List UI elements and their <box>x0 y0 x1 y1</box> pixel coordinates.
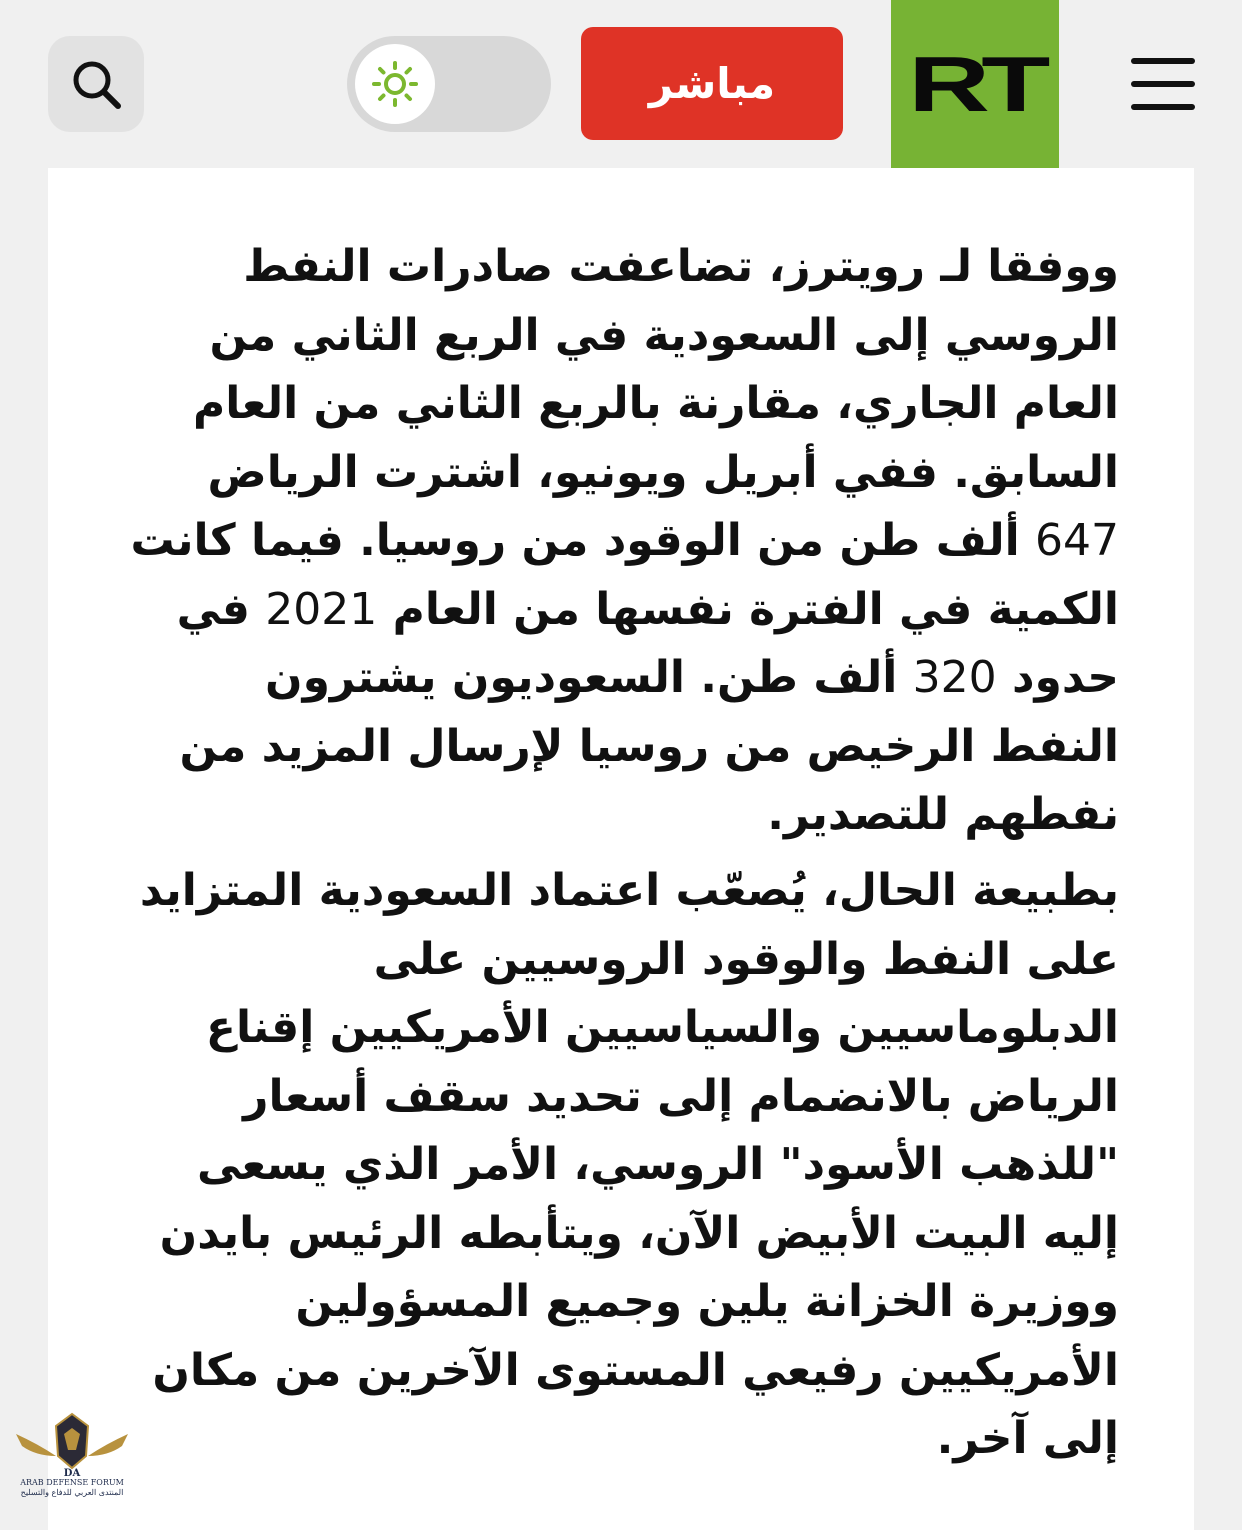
sun-icon <box>371 60 419 108</box>
hamburger-menu-icon[interactable] <box>1131 58 1195 110</box>
year-value: 2021 <box>265 583 378 635</box>
live-button[interactable] <box>581 27 843 140</box>
rt-logo-text: RT <box>908 39 1042 128</box>
watermark-text: ARAB DEFENSE FORUM المنتدى العربي للدفاع والتسليح <box>20 1478 124 1497</box>
toggle-knob <box>355 44 435 124</box>
svg-text:DA: DA <box>63 1468 81 1479</box>
tonnage-2021: 320 <box>912 652 997 703</box>
search-button[interactable] <box>48 36 144 132</box>
article-paragraph: بطبيعة الحال، يُصعّب اعتماد السعودية المتزايد على النفط والوقود الروسيين على الدبلوماسيين والسياسيين الأمريكيين إقناع الرياض بالانضمام إلى تحديد سقف أسعار "للذهب الأسود" الروسي، الأمر الذي يسعى إليه البيت الأبيض الآن، ويتأبطه الرئيس بايدن ووزيرة الخزانة يلين وجميع المسؤولين الأمريكيين رفيعي المستوى الآخرين من مكان إلى آخر. <box>139 865 1119 1464</box>
live-button-label: مباشر <box>648 59 776 108</box>
theme-toggle[interactable] <box>347 36 551 132</box>
article-body <box>48 150 1194 1530</box>
search-icon <box>68 56 124 112</box>
tonnage-2022: 647 <box>1035 515 1119 566</box>
article-paragraph: ووفقا لـ رويترز، تضاعفت صادرات النفط الروسي إلى السعودية في الربع الثاني من العام الجاري، مقارنة بالربع الثاني من العام السابق. ففي أبريل ويونيو، اشترت الرياض 647 ألف طن من الوقود من روسيا. فيما كانت الكمية في الفترة نفسها من العام 2021 في حدود 320 ألف طن. السعوديون يشترون النفط الرخيص من روسيا لإرسال المزيد من نفطهم للتصدير. <box>130 241 1119 840</box>
rt-logo[interactable] <box>891 0 1059 168</box>
site-header <box>0 0 1242 168</box>
